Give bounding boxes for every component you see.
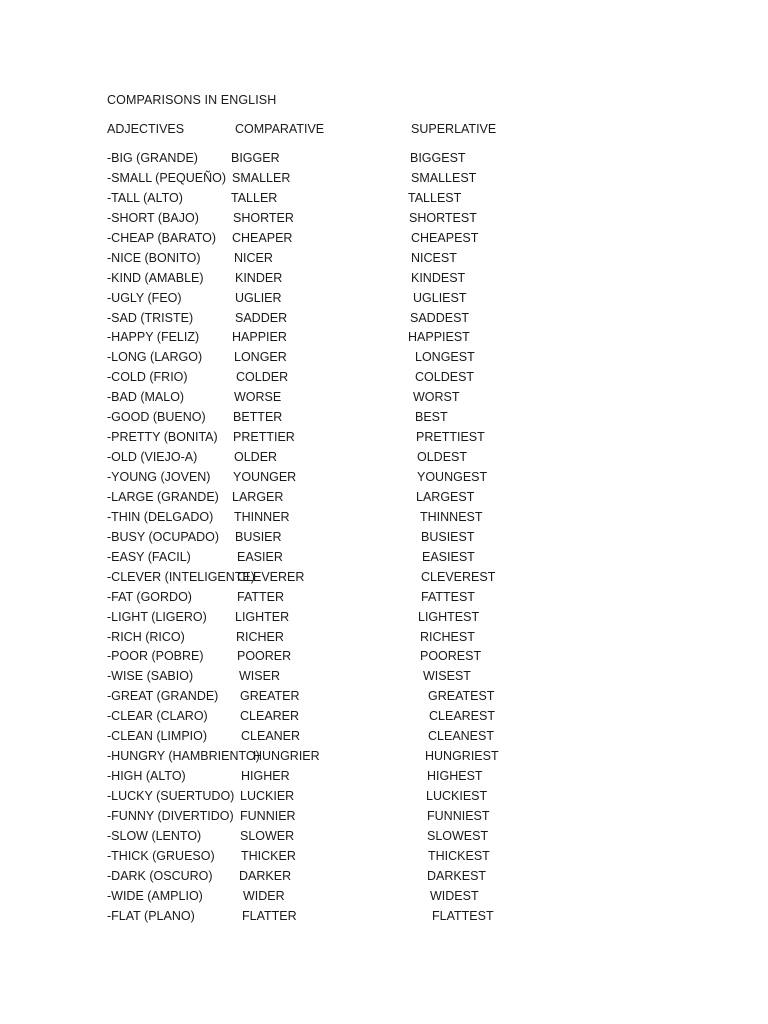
superlative-text: TALLEST (408, 190, 462, 205)
adjective-text: -UGLY (FEO) (107, 290, 182, 305)
superlative-text: POOREST (420, 649, 482, 664)
header-adjectives: ADJECTIVES (107, 122, 185, 136)
superlative-text: BEST (415, 410, 448, 425)
list-item (0, 390, 768, 410)
superlative-text: NICEST (411, 250, 457, 265)
list-item (0, 530, 768, 550)
list-item (0, 869, 768, 889)
comparative-text: WORSE (234, 390, 282, 405)
comparative-text: EASIER (237, 549, 283, 564)
comparative-text: THICKER (241, 848, 296, 863)
comparative-text: YOUNGER (233, 470, 297, 484)
superlative-text: GREATEST (428, 689, 495, 704)
comparative-text: CLEARER (240, 709, 300, 724)
adjective-text: -CLEVER (INTELIGENTE) (107, 569, 255, 584)
comparative-text: FLATTER (242, 908, 297, 923)
adjective-text: -HAPPY (FELIZ) (107, 330, 200, 345)
table-header (0, 122, 768, 140)
adjective-text: -TALL (ALTO) (107, 190, 183, 205)
superlative-text: WORST (413, 390, 460, 405)
list-item (0, 470, 768, 490)
adjective-text: -POOR (POBRE) (107, 649, 204, 664)
list-item (0, 729, 768, 749)
list-item (0, 749, 768, 769)
adjective-text: -EASY (FACIL) (107, 549, 191, 564)
list-item (0, 410, 768, 430)
comparative-text: HAPPIER (232, 330, 287, 345)
comparative-text: HIGHER (241, 769, 290, 784)
comparative-text: WISER (239, 669, 280, 684)
list-item (0, 809, 768, 829)
adjective-text: -CLEAN (LIMPIO) (107, 729, 208, 744)
comparative-text: SHORTER (233, 210, 294, 225)
comparative-text: PRETTIER (233, 430, 295, 445)
list-item (0, 330, 768, 350)
superlative-text: HAPPIEST (408, 330, 470, 345)
list-item (0, 450, 768, 470)
comparative-text: LONGER (234, 350, 287, 365)
list-item (0, 590, 768, 610)
comparative-text: SADDER (235, 310, 288, 325)
superlative-text: LONGEST (415, 350, 475, 365)
comparative-text: LARGER (232, 489, 284, 504)
comparative-text: FATTER (237, 589, 284, 604)
comparative-text: GREATER (240, 689, 300, 704)
superlative-text: BUSIEST (421, 529, 475, 544)
list-item (0, 909, 768, 929)
comparative-text: SLOWER (240, 828, 295, 843)
adjective-text: -FLAT (PLANO) (107, 908, 195, 923)
header-superlative: SUPERLATIVE (411, 122, 497, 136)
list-item (0, 251, 768, 271)
superlative-text: FATTEST (421, 589, 475, 604)
comparative-text: TALLER (231, 190, 278, 205)
comparative-text: CLEVERER (237, 569, 305, 584)
adjective-text: -SLOW (LENTO) (107, 828, 202, 843)
comparative-text: NICER (234, 250, 273, 265)
superlative-text: SMALLEST (411, 170, 477, 185)
superlative-text: PRETTIEST (416, 430, 485, 445)
superlative-text: THINNEST (420, 509, 483, 524)
comparative-text: CHEAPER (232, 230, 293, 245)
superlative-text: OLDEST (417, 450, 468, 465)
list-item (0, 231, 768, 251)
adjective-text: -CHEAP (BARATO) (107, 230, 217, 245)
list-item (0, 271, 768, 291)
list-item (0, 829, 768, 849)
list-item (0, 191, 768, 211)
list-item (0, 669, 768, 689)
comparative-text: BIGGER (231, 151, 280, 165)
adjective-text: -THICK (GRUESO) (107, 848, 215, 863)
comparative-text: FUNNIER (240, 808, 296, 823)
superlative-text: COLDEST (415, 370, 475, 385)
comparative-text: HUNGRIER (253, 749, 320, 764)
comparative-text: UGLIER (235, 290, 282, 305)
document-title: COMPARISONS IN ENGLISH (107, 93, 277, 107)
superlative-text: LUCKIEST (426, 789, 488, 803)
adjective-text: -BUSY (OCUPADO) (107, 529, 220, 544)
adjective-text: -RICH (RICO) (107, 629, 185, 644)
superlative-text: SHORTEST (409, 210, 477, 225)
adjective-text: -SHORT (BAJO) (107, 210, 199, 225)
adjective-text: -HUNGRY (HAMBRIENTO) (107, 749, 260, 764)
comparative-text: SMALLER (232, 170, 291, 185)
superlative-text: FUNNIEST (427, 808, 490, 823)
list-item (0, 610, 768, 630)
list-item (0, 570, 768, 590)
comparative-text: KINDER (235, 270, 283, 285)
superlative-text: FLATTEST (432, 908, 494, 923)
superlative-text: RICHEST (420, 629, 475, 644)
comparative-text: COLDER (236, 370, 289, 385)
comparative-text: BUSIER (235, 529, 282, 544)
adjective-text: -LUCKY (SUERTUDO) (107, 789, 235, 803)
superlative-text: CHEAPEST (411, 230, 479, 245)
adjective-text: -LIGHT (LIGERO) (107, 609, 207, 624)
superlative-text: THICKEST (428, 848, 490, 863)
adjective-text: -WISE (SABIO) (107, 669, 194, 684)
adjective-text: -YOUNG (JOVEN) (107, 470, 211, 484)
superlative-text: CLEANEST (428, 729, 494, 744)
header-comparative: COMPARATIVE (235, 122, 325, 136)
superlative-text: UGLIEST (413, 290, 467, 305)
list-item (0, 649, 768, 669)
adjective-text: -FAT (GORDO) (107, 589, 192, 604)
list-item (0, 689, 768, 709)
superlative-text: SADDEST (410, 310, 470, 325)
superlative-text: CLEAREST (429, 709, 495, 724)
adjective-text: -FUNNY (DIVERTIDO) (107, 808, 234, 823)
superlative-text: LIGHTEST (418, 609, 480, 624)
comparative-text: OLDER (234, 450, 278, 465)
adjective-text: -WIDE (AMPLIO) (107, 888, 203, 903)
list-item (0, 211, 768, 231)
comparison-list (0, 151, 768, 929)
adjective-text: -HIGH (ALTO) (107, 769, 186, 784)
list-item (0, 709, 768, 729)
adjective-text: -LONG (LARGO) (107, 350, 203, 365)
list-item (0, 769, 768, 789)
adjective-text: -CLEAR (CLARO) (107, 709, 208, 724)
adjective-text: -THIN (DELGADO) (107, 509, 214, 524)
list-item (0, 550, 768, 570)
list-item (0, 430, 768, 450)
list-item (0, 171, 768, 191)
list-item (0, 490, 768, 510)
adjective-text: -GREAT (GRANDE) (107, 689, 219, 704)
adjective-text: -KIND (AMABLE) (107, 270, 204, 285)
superlative-text: LARGEST (416, 489, 475, 504)
superlative-text: CLEVEREST (421, 569, 496, 584)
list-item (0, 789, 768, 809)
comparative-text: BETTER (233, 410, 283, 425)
superlative-text: YOUNGEST (417, 470, 488, 484)
list-item (0, 630, 768, 650)
list-item (0, 889, 768, 909)
list-item (0, 151, 768, 171)
adjective-text: -OLD (VIEJO-A) (107, 450, 198, 465)
adjective-text: -NICE (BONITO) (107, 250, 201, 265)
comparative-text: CLEANER (241, 729, 301, 744)
superlative-text: WIDEST (430, 888, 479, 903)
comparative-text: RICHER (236, 629, 284, 644)
superlative-text: HIGHEST (427, 769, 483, 784)
adjective-text: -SMALL (PEQUEÑO) (107, 170, 227, 185)
superlative-text: HUNGRIEST (425, 749, 499, 764)
list-item (0, 370, 768, 390)
comparative-text: LIGHTER (235, 609, 290, 624)
comparative-text: POORER (237, 649, 292, 664)
superlative-text: BIGGEST (410, 151, 466, 165)
comparative-text: WIDER (243, 888, 285, 903)
adjective-text: -COLD (FRIO) (107, 370, 188, 385)
adjective-text: -GOOD (BUENO) (107, 410, 206, 425)
list-item (0, 291, 768, 311)
comparative-text: DARKER (239, 868, 292, 883)
comparative-text: THINNER (234, 509, 290, 524)
adjective-text: -BIG (GRANDE) (107, 151, 198, 165)
superlative-text: EASIEST (422, 549, 475, 564)
adjective-text: -LARGE (GRANDE) (107, 489, 219, 504)
superlative-text: WISEST (423, 669, 471, 684)
list-item (0, 311, 768, 331)
superlative-text: SLOWEST (427, 828, 489, 843)
adjective-text: -SAD (TRISTE) (107, 310, 194, 325)
comparative-text: LUCKIER (240, 789, 295, 803)
list-item (0, 849, 768, 869)
adjective-text: -DARK (OSCURO) (107, 868, 213, 883)
adjective-text: -BAD (MALO) (107, 390, 185, 405)
list-item (0, 510, 768, 530)
list-item (0, 350, 768, 370)
superlative-text: DARKEST (427, 868, 487, 883)
superlative-text: KINDEST (411, 270, 466, 285)
adjective-text: -PRETTY (BONITA) (107, 430, 218, 445)
